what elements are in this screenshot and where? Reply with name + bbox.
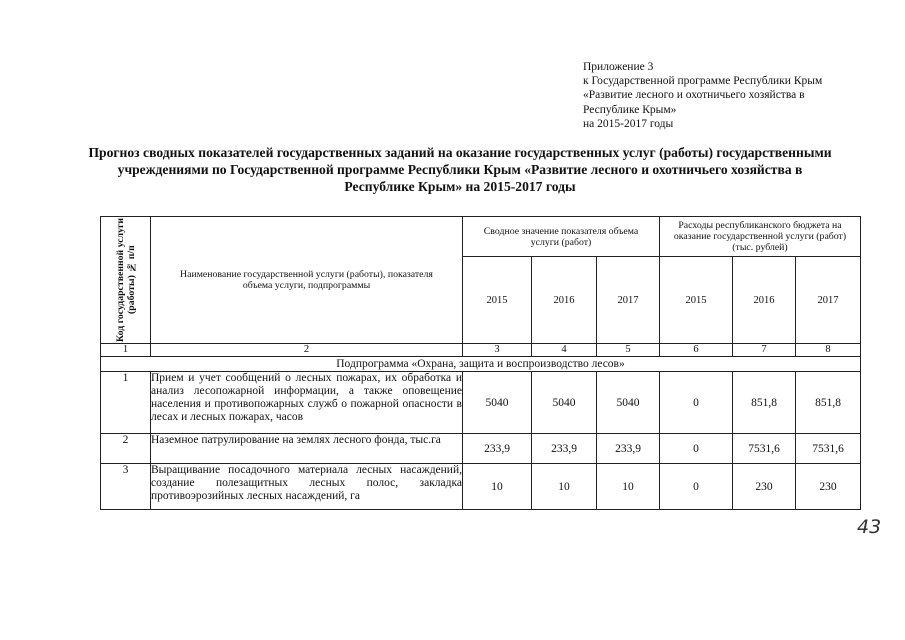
header-year: 2015: [463, 257, 532, 344]
row-value: 5040: [532, 372, 597, 434]
column-number: 5: [597, 344, 660, 357]
row-value: 233,9: [463, 434, 532, 464]
row-value: 10: [463, 464, 532, 510]
header-volume-group: Сводное значение показателя объема услуги (работ): [463, 217, 660, 257]
row-name: Прием и учет сообщений о лесных пожарах, их обработка и анализ лесопожарной информации, а также оповещение населения и противопожарных служб о пожарной опасности в лесах и лесных пожарах, часов: [151, 372, 463, 434]
row-value: 230: [733, 464, 796, 510]
column-number: 8: [796, 344, 861, 357]
header-code: [101, 217, 151, 344]
title-line: Республике Крым» на 2015-2017 годы: [344, 179, 576, 194]
appendix-line: Приложение 3: [583, 61, 654, 73]
row-value: 233,9: [597, 434, 660, 464]
document-title: [60, 144, 860, 195]
row-value: 5040: [463, 372, 532, 434]
table-row: [101, 434, 861, 464]
header-name: Наименование государственной услуги (работы), показателя объема услуги, подпрограммы: [151, 217, 463, 344]
row-code: 1: [101, 372, 151, 434]
title-line: учреждениями по Государственной программе Республики Крым «Развитие лесного и охотничьего хозяйства в: [117, 162, 803, 177]
appendix-line: «Развитие лесного и охотничьего хозяйства в: [583, 89, 805, 102]
column-number: 7: [733, 344, 796, 357]
forecast-table: [100, 216, 861, 510]
row-value: 851,8: [796, 372, 861, 434]
appendix-line: к Государственной программе Республики Крым: [583, 75, 823, 88]
row-value: 230: [796, 464, 861, 510]
row-code: 3: [101, 464, 151, 510]
column-number: 4: [532, 344, 597, 357]
title-line: Прогноз сводных показателей государственных заданий на оказание государственных услуг (работы) государственными: [88, 145, 832, 160]
row-value: 5040: [597, 372, 660, 434]
subprogram-title: Подпрограмма «Охрана, защита и воспроизводство лесов»: [101, 357, 861, 372]
column-number: 3: [463, 344, 532, 357]
row-value: 10: [597, 464, 660, 510]
row-value: 7531,6: [796, 434, 861, 464]
header-year: 2016: [733, 257, 796, 344]
column-number: 2: [151, 344, 463, 357]
row-value: 0: [660, 372, 733, 434]
header-expense-group: Расходы республиканского бюджета на оказание государственной услуги (работ) (тыс. рублей): [660, 217, 861, 257]
appendix-line: на 2015-2017 годы: [583, 117, 674, 130]
appendix-note: [583, 60, 883, 131]
column-number: 6: [660, 344, 733, 357]
column-number: 1: [101, 344, 151, 357]
row-value: 233,9: [532, 434, 597, 464]
header-code-text: Код государственной услуги (работы) № п/п: [114, 217, 137, 343]
header-year: 2017: [796, 257, 861, 344]
row-value: 7531,6: [733, 434, 796, 464]
row-value: 851,8: [733, 372, 796, 434]
header-year: 2017: [597, 257, 660, 344]
row-value: 0: [660, 434, 733, 464]
row-name: Наземное патрулирование на землях лесного фонда, тыс.га: [151, 434, 463, 464]
appendix-line: Республике Крым»: [583, 103, 677, 116]
header-year: 2015: [660, 257, 733, 344]
table-row: [101, 372, 861, 434]
row-value: 0: [660, 464, 733, 510]
header-year: 2016: [532, 257, 597, 344]
row-name: Выращивание посадочного материала лесных насаждений, создание полезащитных лесных полос, закладка противоэрозийных лесных насаждений, га: [151, 464, 463, 510]
row-code: 2: [101, 434, 151, 464]
table-row: [101, 464, 861, 510]
row-value: 10: [532, 464, 597, 510]
page-number: 43: [857, 516, 882, 538]
